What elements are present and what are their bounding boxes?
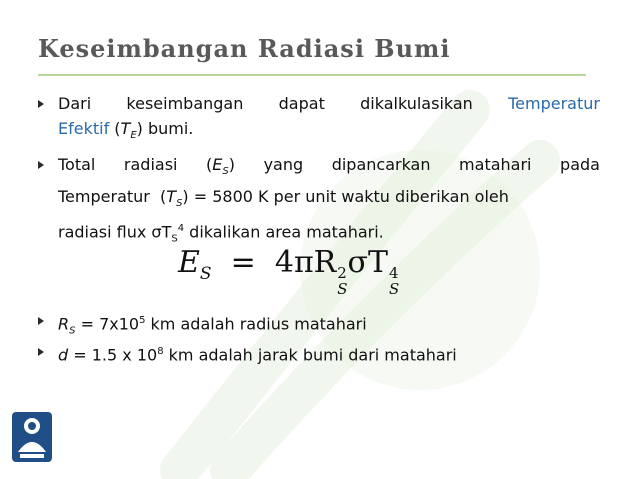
sub-s: S <box>176 198 183 210</box>
word: dapat <box>278 94 325 113</box>
bullet-total-radiation <box>38 152 600 252</box>
university-crest-icon <box>10 408 54 466</box>
word: radiasi <box>123 155 178 174</box>
bullet-line <box>58 184 600 216</box>
eq-4pir: 4πR <box>274 245 337 280</box>
bullet-line <box>58 339 600 367</box>
word: yang <box>263 155 304 174</box>
text: radiasi flux σT <box>58 222 172 242</box>
text: km adalah radius matahari <box>145 314 367 334</box>
term-temperatur: Temperatur <box>508 94 600 113</box>
text: ) = 5800 K per unit waktu diberikan oleh <box>182 187 509 207</box>
text: ) bumi. <box>136 119 194 138</box>
bullet-line <box>58 116 600 148</box>
term-efektif: Efektif <box>58 119 110 138</box>
eq-sub-s: S <box>389 280 400 298</box>
eq-sigma-t: σT <box>347 245 389 280</box>
bullet-arrow-icon <box>38 161 44 169</box>
var-d: d <box>58 345 69 365</box>
text: ( <box>109 119 121 138</box>
title-divider <box>38 74 586 76</box>
eq-e: E <box>178 245 200 280</box>
sub-s: S <box>222 166 229 178</box>
word: dipancarkan <box>331 155 431 174</box>
bullet-arrow-icon <box>38 348 44 356</box>
var-t: T <box>120 119 131 138</box>
eq-equals: = <box>230 245 256 280</box>
word: dikalkulasikan <box>360 94 473 113</box>
bullet-effective-temperature <box>38 91 600 148</box>
symbol-es <box>206 152 235 184</box>
eq-sub-s: S <box>337 280 348 298</box>
stefan-boltzmann-equation <box>178 245 399 297</box>
word: matahari <box>459 155 532 174</box>
eq-sup-4: 4 <box>389 264 399 282</box>
text: dikalikan area matahari. <box>184 222 384 242</box>
text: = 7x10 <box>75 314 140 334</box>
word: pada <box>560 155 600 174</box>
bullet-line <box>58 152 600 184</box>
bullet-earth-sun-distance <box>38 339 600 367</box>
paren: ( <box>206 155 213 174</box>
bullet-arrow-icon <box>38 100 44 108</box>
var-t: T <box>166 187 177 207</box>
bullet-line <box>58 91 600 116</box>
sub-s: S <box>171 233 178 245</box>
text: = 1.5 x 10 <box>68 345 158 365</box>
text: Temperatur ( <box>58 187 167 207</box>
word: Total <box>58 155 96 174</box>
slide-title: Keseimbangan Radiasi Bumi <box>38 34 451 63</box>
eq-sub-s: S <box>199 264 212 284</box>
var-r: R <box>58 314 70 334</box>
sub-e: E <box>130 130 137 142</box>
paren: ) <box>228 155 236 174</box>
bullet-arrow-icon <box>38 317 44 325</box>
sub-s: S <box>69 325 76 337</box>
eq-sup-2: 2 <box>337 264 347 282</box>
sup-5: 5 <box>139 315 146 326</box>
word: Dari <box>58 94 92 113</box>
sup-4: 4 <box>177 223 185 235</box>
word: keseimbangan <box>126 94 244 113</box>
var-e: E <box>212 155 223 174</box>
eq-r-scripts <box>337 265 347 297</box>
eq-t-scripts <box>389 265 399 297</box>
sup-8: 8 <box>157 346 164 357</box>
text: km adalah jarak bumi dari matahari <box>163 345 457 365</box>
